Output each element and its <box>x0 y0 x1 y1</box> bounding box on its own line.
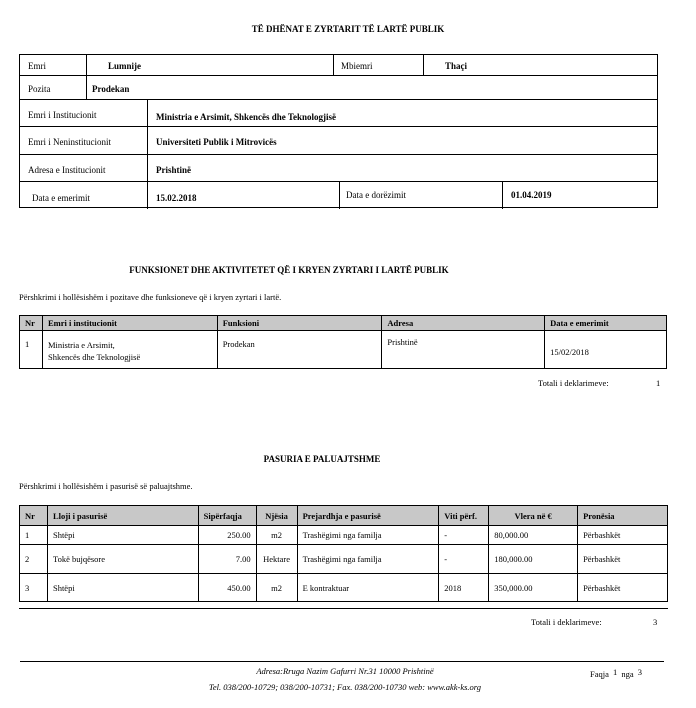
emri-value: Lumnije <box>108 61 142 71</box>
pozita-label: Pozita <box>28 84 51 94</box>
page-total: 3 <box>637 667 643 677</box>
institucioni-value: Ministria e Arsimit, Shkencës dhe Teknologjisë <box>156 112 337 122</box>
pozita-value: Prodekan <box>92 84 130 94</box>
section2-description: Përshkrimi i hollësishëm i pozitave dhe funksioneve që i kryen zyrtari i lartë. <box>19 292 282 302</box>
institucioni-label: Emri i Institucionit <box>28 110 97 120</box>
section3-title: PASURIA E PALUAJTSHME <box>263 454 381 464</box>
section3-total-value: 3 <box>653 617 658 627</box>
section2-total-value: 1 <box>656 378 661 388</box>
col-njesia: Njësia <box>256 506 297 526</box>
mbiemri-value: Thaçi <box>445 61 468 71</box>
col-funksioni: Funksioni <box>217 316 382 331</box>
footer-address: Adresa:Rruga Nazim Gafurri Nr.31 10000 Prishtinë <box>256 666 434 676</box>
adresa-value: Prishtinë <box>156 165 191 175</box>
col-institucioni: Emri i institucionit <box>42 316 217 331</box>
footer-rule <box>20 661 664 662</box>
adresa-label: Adresa e Institucionit <box>28 165 106 175</box>
section2-title: FUNKSIONET DHE AKTIVITETET QË I KRYEN ZYRTARI I LARTË PUBLIK <box>129 265 449 275</box>
col-vlera: Vlera në € <box>489 506 578 526</box>
functions-table <box>19 315 667 369</box>
section3-total-label: Totali i deklarimeve: <box>531 617 602 627</box>
neninstitucioni-value: Universiteti Publik i Mitrovicës <box>156 137 277 147</box>
col-pronesia: Pronësia <box>578 506 668 526</box>
page-number: 1 <box>613 667 618 677</box>
data-emerimit-value: 15.02.2018 <box>156 193 197 203</box>
emri-label: Emri <box>28 61 46 71</box>
property-table <box>19 505 668 602</box>
table-row: 1 Ministria e Arsimit, Shkencës dhe Teknologjisë Prodekan Prishtinë 15/02/2018 <box>20 331 667 369</box>
data-emerimit-label: Data e emerimit <box>32 193 90 203</box>
section2-total-label: Totali i deklarimeve: <box>538 378 609 388</box>
footer-contacts: Tel. 038/200-10729; 038/200-10731; Fax. 038/200-10730 web: www.akk-ks.org <box>208 682 482 692</box>
data-dorezimit-value: 01.04.2019 <box>511 190 552 200</box>
official-info-table <box>19 54 658 208</box>
page-indicator: Faqja 1 nga 3 <box>590 667 643 679</box>
col-nr: Nr <box>20 316 43 331</box>
table-row: 2 Tokë bujqësore 7.00 Hektare Trashëgimi nga familja - 180,000.00 Përbashkët <box>20 545 668 574</box>
table-row: 3 Shtëpi 450.00 m2 E kontraktuar 2018 350,000.00 Përbashkët <box>20 574 668 602</box>
col-viti: Viti përf. <box>439 506 489 526</box>
col-prejardhja: Prejardhja e pasurisë <box>297 506 439 526</box>
neninstitucioni-label: Emri i Neninstitucionit <box>28 137 111 147</box>
table-row: 1 Shtëpi 250.00 m2 Trashëgimi nga familja - 80,000.00 Përbashkët <box>20 526 668 545</box>
section1-title: TË DHËNAT E ZYRTARIT TË LARTË PUBLIK <box>251 24 445 34</box>
col-adresa: Adresa <box>382 316 545 331</box>
section3-description: Përshkrimi i hollësishëm i pasurisë së paluajtshme. <box>19 481 193 491</box>
table-bottom-rule <box>19 608 668 609</box>
mbiemri-label: Mbiemri <box>341 61 373 71</box>
col-data-emerimit: Data e emerimit <box>545 316 667 331</box>
data-dorezimit-label: Data e dorëzimit <box>346 190 406 200</box>
col-lloji: Lloji i pasurisë <box>47 506 198 526</box>
col-siperfaqja: Sipërfaqja <box>198 506 256 526</box>
col-nr: Nr <box>20 506 48 526</box>
